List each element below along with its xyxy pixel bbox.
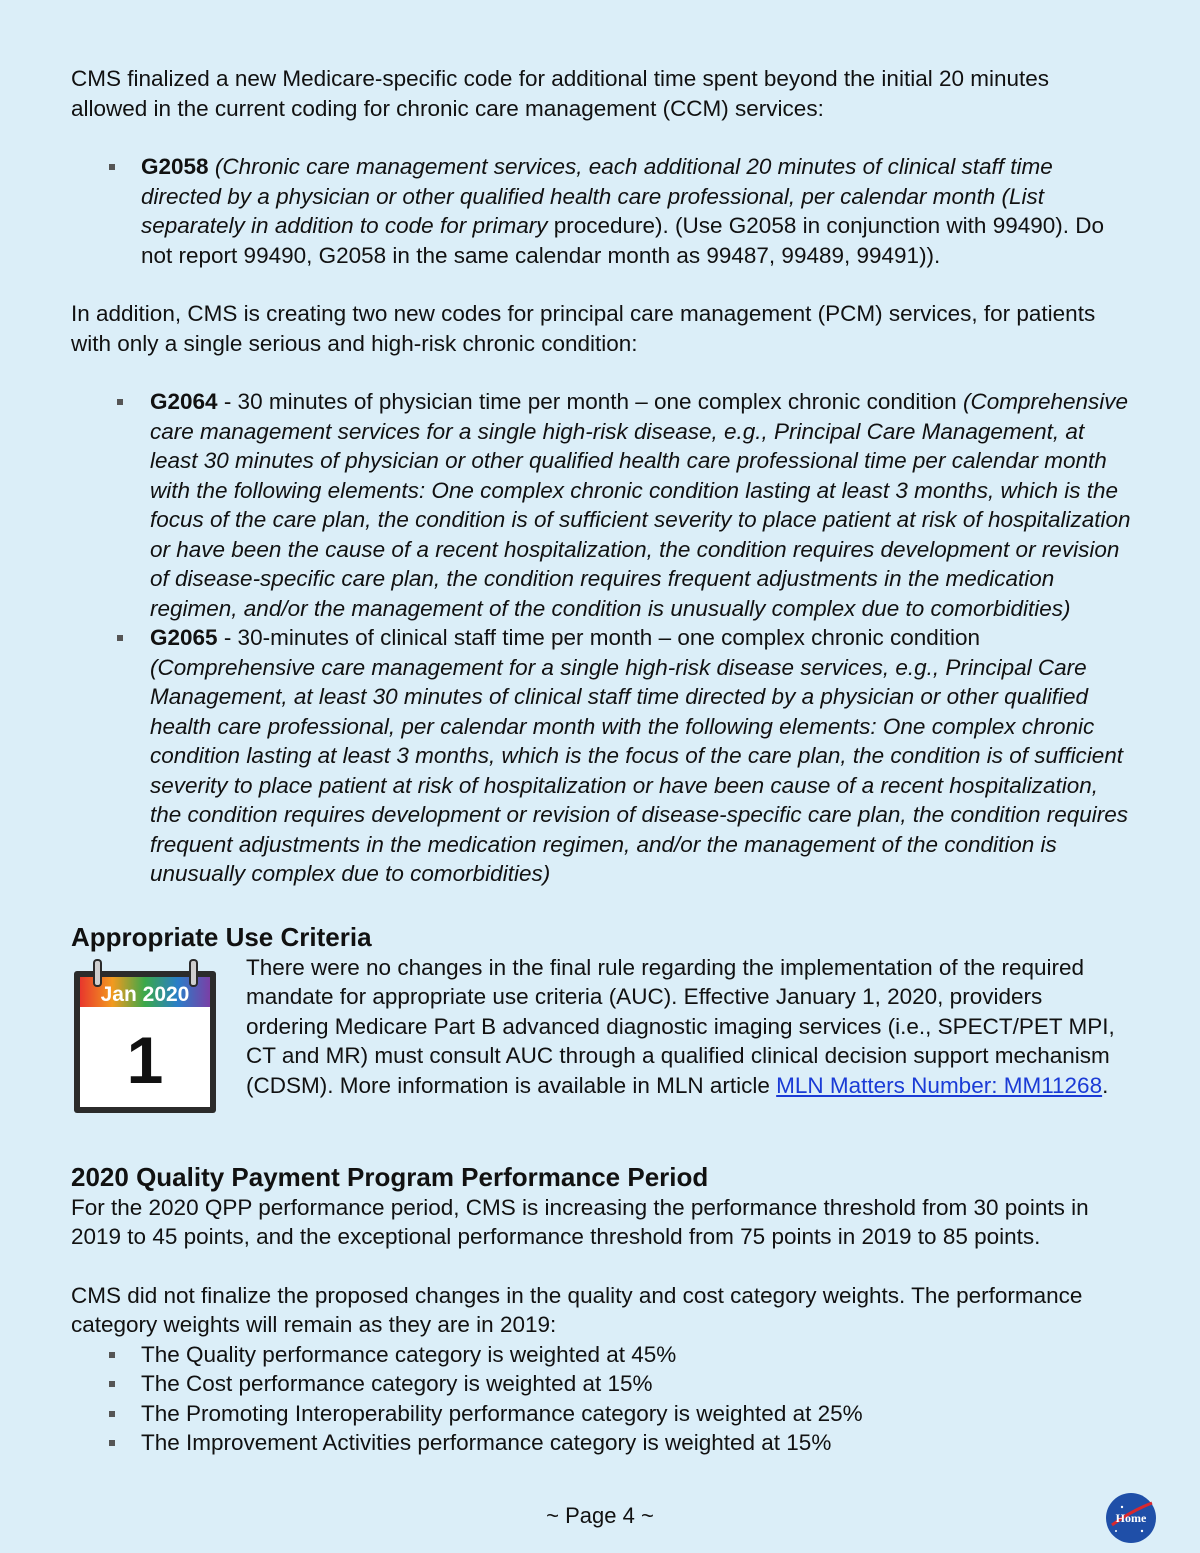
g2064-summary: - 30 minutes of physician time per month – one complex chronic condition (217, 389, 963, 414)
ccm-intro: CMS finalized a new Medicare-specific code for additional time spent beyond the initial 20 minutes allowed in the current coding for chronic care management (CCM) services: (71, 66, 1050, 121)
weight-cost: The Cost performance category is weighted at 15% (71, 1369, 1131, 1399)
list-item-g2058 (71, 152, 1131, 270)
auc-text (246, 953, 1131, 1121)
calendar-icon (71, 953, 246, 1121)
calendar-day: 1 (126, 1022, 164, 1097)
code-g2058: G2058 (141, 154, 209, 179)
qpp-threshold-text: For the 2020 QPP performance period, CMS is increasing the performance threshold from 30 points in 2019 to 45 points, and the exceptional performance threshold from 75 points in 2019 to 85 points. (71, 1194, 1089, 1249)
document-body (71, 64, 1131, 1458)
weight-promoting-interoperability: The Promoting Interoperability performance category is weighted at 25% (71, 1399, 1131, 1429)
list-item-g2065 (71, 623, 1131, 889)
weights-list (71, 1340, 1131, 1458)
g2065-summary: - 30-minutes of clinical staff time per month – one complex chronic condition (217, 625, 981, 650)
weight-improvement-activities: The Improvement Activities performance category is weighted at 15% (71, 1428, 1131, 1458)
calendar-month: Jan 2020 (100, 982, 190, 1006)
pcm-code-list (71, 387, 1131, 889)
g2065-description: (Comprehensive care management for a single high-risk disease services, e.g., Principal Care Management, at least 30 minutes of clinical staff time directed by a physician or other qualified health care professional, per calendar month with the following elements: One complex chronic condition lasting at least 3 months, which is the focus of the care plan, the condition is of sufficient severity to place patient at risk of hospitalization or have been cause of a recent hospitalization, the condition requires development or revision of disease-specific care plan, the condition requires frequent adjustments in the medication regimen, and/or the management of the condition is unusually complex due to comorbidities) (150, 654, 1129, 886)
ccm-code-list (71, 152, 1131, 270)
mln-article-link[interactable]: MLN Matters Number: MM11268 (776, 1072, 1103, 1098)
weight-quality: The Quality performance category is weighted at 45% (71, 1340, 1131, 1370)
pcm-intro: In addition, CMS is creating two new codes for principal care management (PCM) services, for patients with only a single serious and high-risk chronic condition: (71, 301, 1096, 356)
auc-section (71, 953, 1131, 1121)
home-label: Home (1115, 1511, 1147, 1525)
page-number: ~ Page 4 ~ (546, 1503, 654, 1528)
list-item-g2064 (71, 387, 1131, 623)
code-g2065: G2065 (150, 625, 218, 650)
qpp-weights-intro: CMS did not finalize the proposed changes in the quality and cost category weights. The performance category weights will remain as they are in 2019: (71, 1282, 1083, 1337)
g2058-notes: procedure). (Use G2058 in conjunction with 99490). Do not report 99490, G2058 in the same calendar month as 99487, 99489, 99491)). (141, 213, 1105, 268)
home-icon (1104, 1491, 1158, 1545)
qpp-heading: 2020 Quality Payment Program Performance Period (71, 1161, 709, 1192)
auc-body: There were no changes in the final rule regarding the implementation of the required mandate for appropriate use criteria (AUC). Effective January 1, 2020, providers ordering Medicare Part B advanced diagnostic imaging services (i.e., SPECT/PET MPI, CT and MR) must consult AUC through a qualified clinical decision support mechanism (CDSM). More information is available in MLN article (246, 954, 1115, 1098)
auc-period: . (1102, 1072, 1109, 1098)
code-g2064: G2064 (150, 389, 218, 414)
g2064-description: (Comprehensive care management services for a single high-risk disease, e.g., Principal Care Management, at least 30 minutes of physician or other qualified health care professional time per calendar month with the following elements: One complex chronic condition lasting at least 3 months, which is the focus of the care plan, the condition is of sufficient severity to place patient at risk of hospitalization or have been the cause of a recent hospitalization, the condition requires development or revision of disease-specific care plan, the condition requires frequent adjustments in the medication regimen, and/or the management of the condition is unusually complex due to comorbidities) (150, 389, 1131, 621)
home-button[interactable] (1104, 1491, 1158, 1545)
auc-heading: Appropriate Use Criteria (71, 921, 372, 952)
g2058-description: (Chronic care management services, each additional 20 minutes of clinical staff time directed by a physician or other qualified health care professional, per calendar month (List separately in addition to code for primary (141, 154, 1053, 238)
